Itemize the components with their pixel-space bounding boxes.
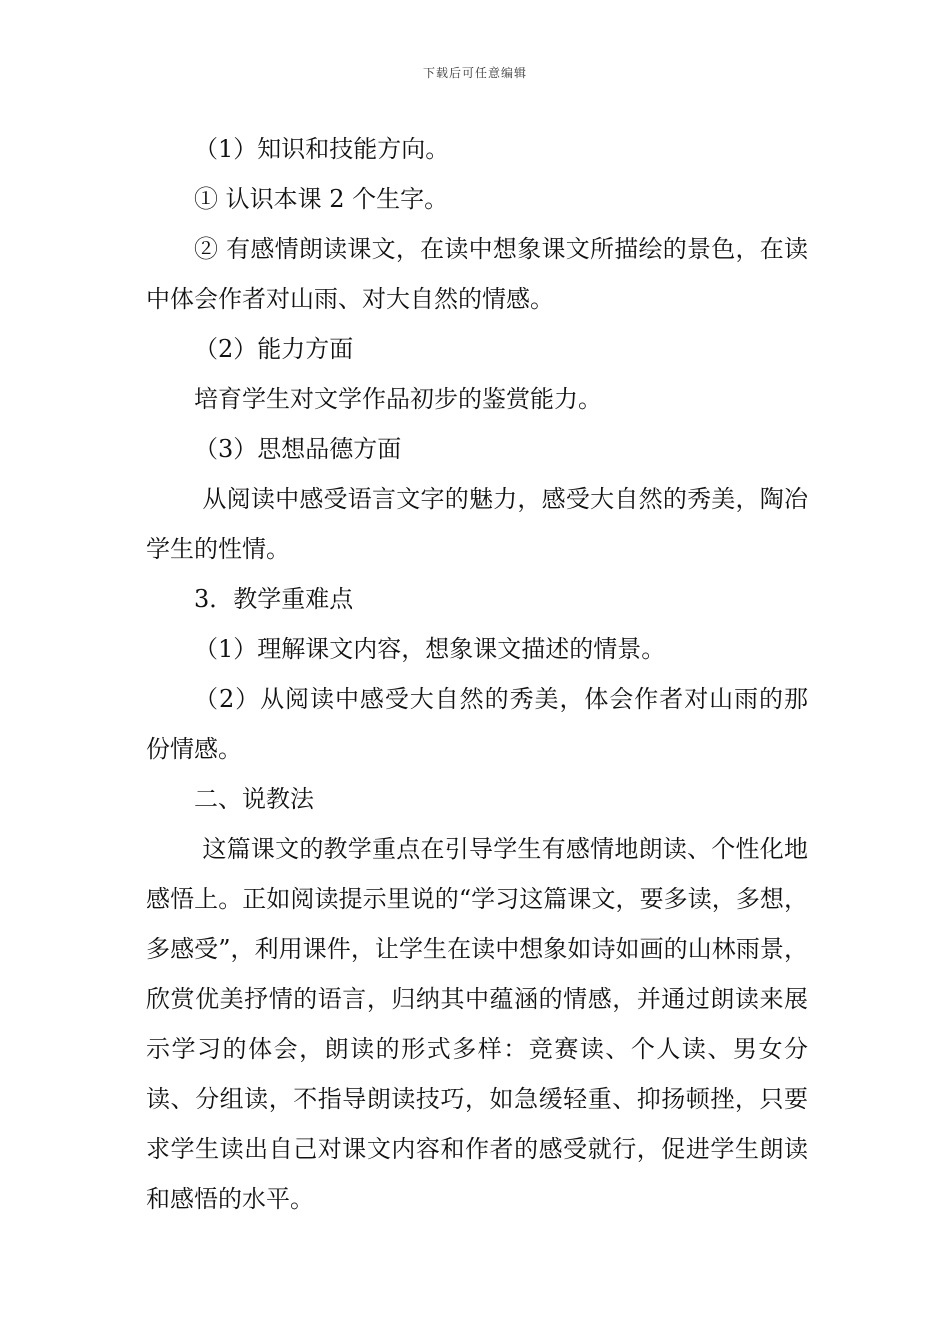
paragraph-ability-heading: （2）能力方面 <box>194 335 354 363</box>
paragraph-teaching-method-heading: 二、说教法 <box>194 785 314 813</box>
paragraph-understand-content: （1）理解课文内容，想象课文描述的情景。 <box>194 635 666 663</box>
paragraph-charm-of-language: 从阅读中感受语言文字的魅力，感受大自然的秀美，陶冶学生的性情。 <box>146 485 808 563</box>
paragraph-knowledge-skills: （1）知识和技能方向。 <box>194 135 450 163</box>
paragraph-emotional-reading: ② 有感情朗读课文，在读中想象课文所描绘的景色，在读中体会作者对山雨、对大自然的情感。 <box>146 235 808 313</box>
document-body <box>146 124 808 1224</box>
page-header: 下载后可任意编辑 <box>422 66 527 80</box>
paragraph-appreciation-ability: 培育学生对文学作品初步的鉴赏能力。 <box>194 385 602 413</box>
paragraph-key-points-heading: 3．教学重难点 <box>194 585 354 613</box>
paragraph-teaching-method-body: 这篇课文的教学重点在引导学生有感情地朗读、个性化地感悟上。正如阅读提示里说的“学习这篇课文，要多读，多想，多感受”，利用课件，让学生在读中想象如诗如画的山林雨景，欣赏优美抒情的语言，归纳其中蕴涵的情感，并通过朗读来展示学习的体会，朗读的形式多样：竞赛读、个人读、男女分读、分组读，不指导朗读技巧，如急缓轻重、抑扬顿挫，只要求学生读出自己对课文内容和作者的感受就行，促进学生朗读和感悟的水平。 <box>146 835 808 1213</box>
paragraph-feel-nature: （2）从阅读中感受大自然的秀美，体会作者对山雨的那份情感。 <box>146 685 808 763</box>
paragraph-new-characters: ① 认识本课 2 个生字。 <box>194 185 449 213</box>
paragraph-moral-heading: （3）思想品德方面 <box>194 435 402 463</box>
